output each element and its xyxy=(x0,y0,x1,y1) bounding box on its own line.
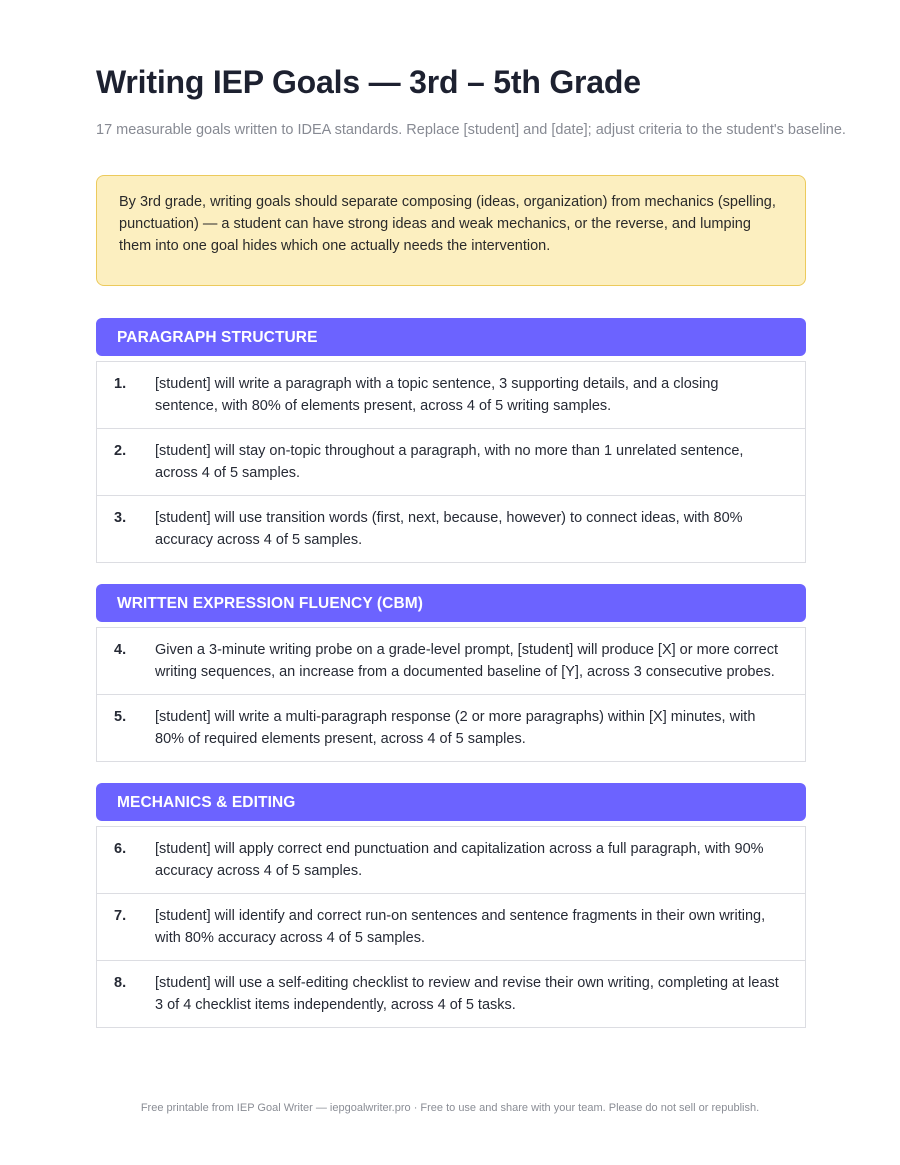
goal-text: [student] will apply correct end punctuation and capitalization across a full paragraph, with 90% accuracy across 4 of 5 samples. xyxy=(155,841,764,879)
goal-number: 1. xyxy=(114,376,127,392)
goal-number: 8. xyxy=(114,975,127,991)
goal-item xyxy=(96,495,806,563)
goal-item xyxy=(96,960,806,1028)
goal-item xyxy=(96,826,806,894)
page-footer: Free printable from IEP Goal Writer — iepgoalwriter.pro · Free to use and share with your team. Please do not sell or republish. xyxy=(140,1102,760,1114)
section-heading: PARAGRAPH STRUCTURE xyxy=(96,318,806,356)
goal-number: 3. xyxy=(114,510,127,526)
goal-list xyxy=(96,826,806,1028)
goal-item xyxy=(96,361,806,429)
goal-item xyxy=(96,893,806,961)
goal-number: 2. xyxy=(114,443,127,459)
section-paragraph-structure xyxy=(96,318,806,563)
goal-number: 4. xyxy=(114,642,127,658)
goal-text: [student] will use transition words (first, next, because, however) to connect ideas, with 80% accuracy across 4 of 5 samples. xyxy=(155,510,743,548)
goal-text: [student] will stay on-topic throughout a paragraph, with no more than 1 unrelated sentence, across 4 of 5 samples. xyxy=(155,443,744,481)
section-written-expression-fluency xyxy=(96,584,806,762)
document-page xyxy=(96,62,846,1028)
goal-item xyxy=(96,627,806,695)
section-mechanics-editing xyxy=(96,783,806,1028)
section-heading: WRITTEN EXPRESSION FLUENCY (CBM) xyxy=(96,584,806,622)
goal-list xyxy=(96,627,806,762)
goal-item xyxy=(96,428,806,496)
goal-text: [student] will write a paragraph with a topic sentence, 3 supporting details, and a closing sentence, with 80% of elements present, across 4 of 5 writing samples. xyxy=(155,376,719,414)
page-title: Writing IEP Goals — 3rd – 5th Grade xyxy=(96,64,641,100)
goal-text: [student] will use a self-editing checklist to review and revise their own writing, completing at least 3 of 4 checklist items independently, across 4 of 5 tasks. xyxy=(155,975,779,1013)
note-callout-text: By 3rd grade, writing goals should separate composing (ideas, organization) from mechanics (spelling, punctuation) — a student can have strong ideas and weak mechanics, or the reverse, and lumping them into one goal hides which one actually needs the intervention. xyxy=(119,194,776,254)
goal-text: [student] will write a multi-paragraph response (2 or more paragraphs) within [X] minutes, with 80% of required elements present, across 4 of 5 samples. xyxy=(155,709,756,747)
goal-number: 5. xyxy=(114,709,127,725)
page-subtitle: 17 measurable goals written to IDEA standards. Replace [student] and [date]; adjust criteria to the student's baseline. xyxy=(96,122,846,138)
note-callout xyxy=(96,175,806,286)
goal-text: [student] will identify and correct run-on sentences and sentence fragments in their own writing, with 80% accuracy across 4 of 5 samples. xyxy=(155,908,766,946)
goal-list xyxy=(96,361,806,563)
goal-number: 7. xyxy=(114,908,127,924)
goal-text: Given a 3-minute writing probe on a grade-level prompt, [student] will produce [X] or more correct writing sequences, an increase from a documented baseline of [Y], across 3 consecutive probes. xyxy=(155,642,778,680)
goal-number: 6. xyxy=(114,841,127,857)
section-heading: MECHANICS & EDITING xyxy=(96,783,806,821)
goal-item xyxy=(96,694,806,762)
